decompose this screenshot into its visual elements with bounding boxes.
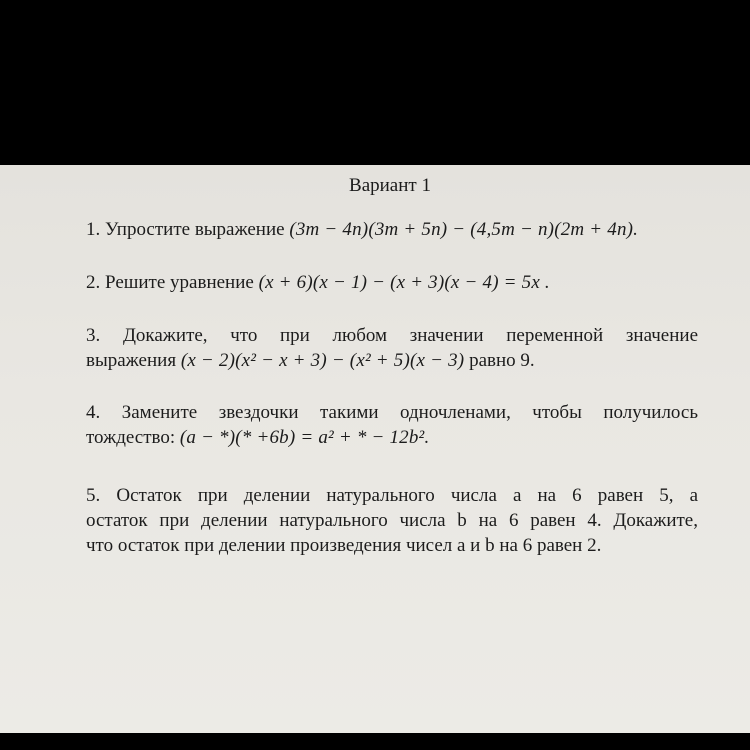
page-title: Вариант 1 — [349, 175, 431, 196]
task-5-text-1: Остаток при делении натурального числа a на 6 равен 5, а — [116, 485, 699, 506]
task-5-line-2: остаток при делении натурального числа b на 6 равен 4. Докажите, — [86, 510, 698, 531]
task-2-expression: (x + 6)(x − 1) − (x + 3)(x − 4) = 5x . — [258, 272, 550, 293]
background-edge — [0, 733, 750, 750]
task-2-number: 2. — [86, 272, 101, 293]
task-4-line-1 — [86, 400, 698, 425]
task-4-line-2 — [86, 425, 698, 450]
task-3-line-1 — [86, 323, 698, 348]
task-3-expression: (x − 2)(x² − x + 3) − (x² + 5)(x − 3) — [180, 350, 465, 371]
task-1-expression: (3m − 4n)(3m + 5n) − (4,5m − n)(2m + 4n). — [289, 219, 639, 240]
task-3-line-2 — [86, 348, 698, 373]
task-4-prefix: тождество: — [86, 427, 176, 448]
task-3-text: Докажите, что при любом значении переменной значение — [122, 325, 698, 346]
task-4-number: 4. — [86, 402, 101, 423]
task-1-text: Упростите выражение — [105, 219, 285, 240]
task-2-text: Решите уравнение — [105, 272, 254, 293]
paper-sheet — [0, 165, 750, 733]
task-5 — [86, 483, 698, 558]
task-3-suffix: равно 9. — [469, 350, 535, 371]
task-3-number: 3. — [86, 325, 101, 346]
task-3 — [86, 323, 698, 373]
task-4-expression: (a − *)(* +6b) = a² + * − 12b². — [179, 427, 430, 448]
task-1 — [86, 217, 698, 242]
task-2-line — [86, 270, 698, 295]
task-1-number: 1. — [86, 219, 101, 240]
task-5-line-3: что остаток при делении произведения чисел a и b на 6 равен 2. — [86, 535, 602, 556]
task-5-number: 5. — [86, 485, 101, 506]
task-5-line-1 — [86, 483, 698, 508]
task-1-line — [86, 217, 698, 242]
task-2 — [86, 270, 698, 295]
task-4 — [86, 400, 698, 450]
task-3-prefix: выражения — [86, 350, 177, 371]
task-4-text: Замените звездочки такими одночленами, чтобы получилось — [121, 402, 699, 423]
